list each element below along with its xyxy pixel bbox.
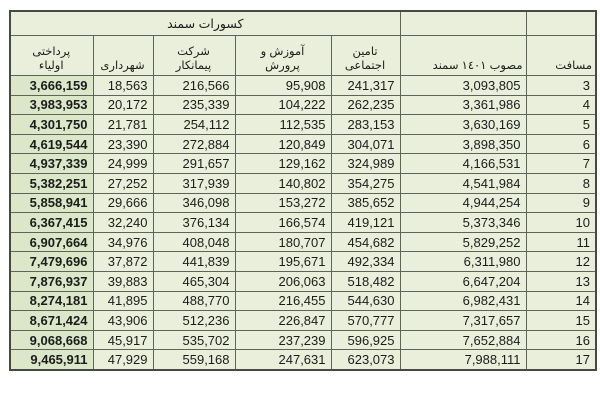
table-title-row bbox=[10, 11, 596, 36]
cell-distance: 9 bbox=[526, 193, 596, 213]
table-row bbox=[10, 311, 596, 331]
cell-municipality: 29,666 bbox=[93, 193, 153, 213]
cell-approved-fare: 3,093,805 bbox=[400, 76, 526, 96]
cell-parents-payment: 8,671,424 bbox=[10, 311, 93, 331]
cell-parents-payment: 7,876,937 bbox=[10, 271, 93, 291]
table-row bbox=[10, 95, 596, 115]
cell-parents-payment: 8,274,181 bbox=[10, 291, 93, 311]
cell-contractor: 376,134 bbox=[153, 213, 235, 233]
cell-parents-payment: 4,301,750 bbox=[10, 115, 93, 135]
table-row bbox=[10, 115, 596, 135]
cell-contractor: 346,098 bbox=[153, 193, 235, 213]
cell-education: 166,574 bbox=[235, 213, 331, 233]
cell-social-security: 324,989 bbox=[331, 154, 400, 174]
cell-approved-fare: 7,652,884 bbox=[400, 330, 526, 350]
table-row bbox=[10, 134, 596, 154]
cell-distance: 15 bbox=[526, 311, 596, 331]
table-row bbox=[10, 291, 596, 311]
cell-social-security: 544,630 bbox=[331, 291, 400, 311]
cell-approved-fare: 4,541,984 bbox=[400, 173, 526, 193]
cell-parents-payment: 4,619,544 bbox=[10, 134, 93, 154]
cell-distance: 6 bbox=[526, 134, 596, 154]
cell-social-security: 385,652 bbox=[331, 193, 400, 213]
table-body bbox=[10, 76, 596, 370]
table-row bbox=[10, 173, 596, 193]
cell-parents-payment: 5,382,251 bbox=[10, 173, 93, 193]
cell-education: 247,631 bbox=[235, 350, 331, 370]
cell-education: 153,272 bbox=[235, 193, 331, 213]
header-education-label: آموزش و پرورش bbox=[260, 46, 305, 72]
header-contractor-company bbox=[153, 36, 235, 76]
cell-distance: 11 bbox=[526, 232, 596, 252]
table-row bbox=[10, 76, 596, 96]
cell-education: 216,455 bbox=[235, 291, 331, 311]
cell-municipality: 27,252 bbox=[93, 173, 153, 193]
table-row bbox=[10, 330, 596, 350]
cell-distance: 10 bbox=[526, 213, 596, 233]
cell-parents-payment: 9,465,911 bbox=[10, 350, 93, 370]
cell-approved-fare: 7,988,111 bbox=[400, 350, 526, 370]
cell-social-security: 262,235 bbox=[331, 95, 400, 115]
cell-approved-fare: 5,829,252 bbox=[400, 232, 526, 252]
cell-parents-payment: 6,367,415 bbox=[10, 213, 93, 233]
cell-distance: 17 bbox=[526, 350, 596, 370]
cell-education: 120,849 bbox=[235, 134, 331, 154]
table-row bbox=[10, 252, 596, 272]
cell-education: 180,707 bbox=[235, 232, 331, 252]
header-approved-1401-samand: مصوب ١٤٠١ سمند bbox=[400, 36, 526, 76]
cell-education: 104,222 bbox=[235, 95, 331, 115]
cell-contractor: 441,839 bbox=[153, 252, 235, 272]
header-distance: مسافت bbox=[526, 36, 596, 76]
header-parents-payment bbox=[10, 36, 93, 76]
cell-municipality: 20,172 bbox=[93, 95, 153, 115]
cell-municipality: 34,976 bbox=[93, 232, 153, 252]
cell-municipality: 37,872 bbox=[93, 252, 153, 272]
cell-distance: 7 bbox=[526, 154, 596, 174]
table-row bbox=[10, 213, 596, 233]
cell-approved-fare: 3,361,986 bbox=[400, 95, 526, 115]
header-education bbox=[235, 36, 331, 76]
cell-approved-fare: 3,630,169 bbox=[400, 115, 526, 135]
cell-education: 112,535 bbox=[235, 115, 331, 135]
cell-municipality: 18,563 bbox=[93, 76, 153, 96]
cell-parents-payment: 3,983,953 bbox=[10, 95, 93, 115]
cell-contractor: 235,339 bbox=[153, 95, 235, 115]
cell-social-security: 454,682 bbox=[331, 232, 400, 252]
cell-distance: 16 bbox=[526, 330, 596, 350]
cell-social-security: 304,071 bbox=[331, 134, 400, 154]
cell-approved-fare: 6,311,980 bbox=[400, 252, 526, 272]
table-row bbox=[10, 271, 596, 291]
cell-education: 195,671 bbox=[235, 252, 331, 272]
cell-approved-fare: 6,647,204 bbox=[400, 271, 526, 291]
cell-social-security: 354,275 bbox=[331, 173, 400, 193]
empty-cell bbox=[400, 11, 526, 36]
cell-education: 140,802 bbox=[235, 173, 331, 193]
cell-approved-fare: 4,944,254 bbox=[400, 193, 526, 213]
cell-municipality: 32,240 bbox=[93, 213, 153, 233]
cell-parents-payment: 7,479,696 bbox=[10, 252, 93, 272]
cell-contractor: 408,048 bbox=[153, 232, 235, 252]
cell-social-security: 241,317 bbox=[331, 76, 400, 96]
cell-distance: 3 bbox=[526, 76, 596, 96]
cell-municipality: 24,999 bbox=[93, 154, 153, 174]
table-header-row bbox=[10, 36, 596, 76]
cell-social-security: 518,482 bbox=[331, 271, 400, 291]
cell-contractor: 291,657 bbox=[153, 154, 235, 174]
cell-education: 226,847 bbox=[235, 311, 331, 331]
cell-social-security: 283,153 bbox=[331, 115, 400, 135]
cell-approved-fare: 5,373,346 bbox=[400, 213, 526, 233]
cell-social-security: 596,925 bbox=[331, 330, 400, 350]
cell-education: 129,162 bbox=[235, 154, 331, 174]
cell-distance: 13 bbox=[526, 271, 596, 291]
cell-parents-payment: 3,666,159 bbox=[10, 76, 93, 96]
header-municipality: شهرداری bbox=[93, 36, 153, 76]
cell-municipality: 39,883 bbox=[93, 271, 153, 291]
cell-contractor: 488,770 bbox=[153, 291, 235, 311]
table-row bbox=[10, 193, 596, 213]
cell-approved-fare: 3,898,350 bbox=[400, 134, 526, 154]
cell-municipality: 23,390 bbox=[93, 134, 153, 154]
cell-municipality: 47,929 bbox=[93, 350, 153, 370]
cell-contractor: 317,939 bbox=[153, 173, 235, 193]
table-title-merged: کسورات سمند bbox=[10, 11, 400, 36]
table-row bbox=[10, 350, 596, 370]
cell-contractor: 559,168 bbox=[153, 350, 235, 370]
cell-distance: 14 bbox=[526, 291, 596, 311]
cell-distance: 12 bbox=[526, 252, 596, 272]
cell-distance: 5 bbox=[526, 115, 596, 135]
cell-contractor: 465,304 bbox=[153, 271, 235, 291]
cell-distance: 8 bbox=[526, 173, 596, 193]
table-row bbox=[10, 154, 596, 174]
table-row bbox=[10, 232, 596, 252]
cell-parents-payment: 5,858,941 bbox=[10, 193, 93, 213]
cell-social-security: 492,334 bbox=[331, 252, 400, 272]
cell-distance: 4 bbox=[526, 95, 596, 115]
cell-municipality: 21,781 bbox=[93, 115, 153, 135]
cell-approved-fare: 7,317,657 bbox=[400, 311, 526, 331]
header-contractor-company-label: شرکت پیمانکار bbox=[175, 46, 212, 72]
cell-parents-payment: 9,068,668 bbox=[10, 330, 93, 350]
cell-approved-fare: 4,166,531 bbox=[400, 154, 526, 174]
cell-education: 95,908 bbox=[235, 76, 331, 96]
cell-education: 237,239 bbox=[235, 330, 331, 350]
cell-social-security: 419,121 bbox=[331, 213, 400, 233]
cell-contractor: 272,884 bbox=[153, 134, 235, 154]
cell-municipality: 43,906 bbox=[93, 311, 153, 331]
cell-municipality: 41,895 bbox=[93, 291, 153, 311]
empty-cell bbox=[526, 11, 596, 36]
cell-contractor: 512,236 bbox=[153, 311, 235, 331]
header-parents-payment-label: پرداختی اولیاء bbox=[32, 46, 71, 72]
header-social-security bbox=[331, 36, 400, 76]
cell-municipality: 45,917 bbox=[93, 330, 153, 350]
cell-social-security: 623,073 bbox=[331, 350, 400, 370]
cell-education: 206,063 bbox=[235, 271, 331, 291]
cell-parents-payment: 6,907,664 bbox=[10, 232, 93, 252]
cell-social-security: 570,777 bbox=[331, 311, 400, 331]
cell-contractor: 254,112 bbox=[153, 115, 235, 135]
cell-approved-fare: 6,982,431 bbox=[400, 291, 526, 311]
cell-contractor: 535,702 bbox=[153, 330, 235, 350]
samand-fare-table bbox=[9, 10, 597, 371]
cell-parents-payment: 4,937,339 bbox=[10, 154, 93, 174]
cell-contractor: 216,566 bbox=[153, 76, 235, 96]
header-social-security-label: تامین اجتماعی bbox=[344, 46, 386, 72]
